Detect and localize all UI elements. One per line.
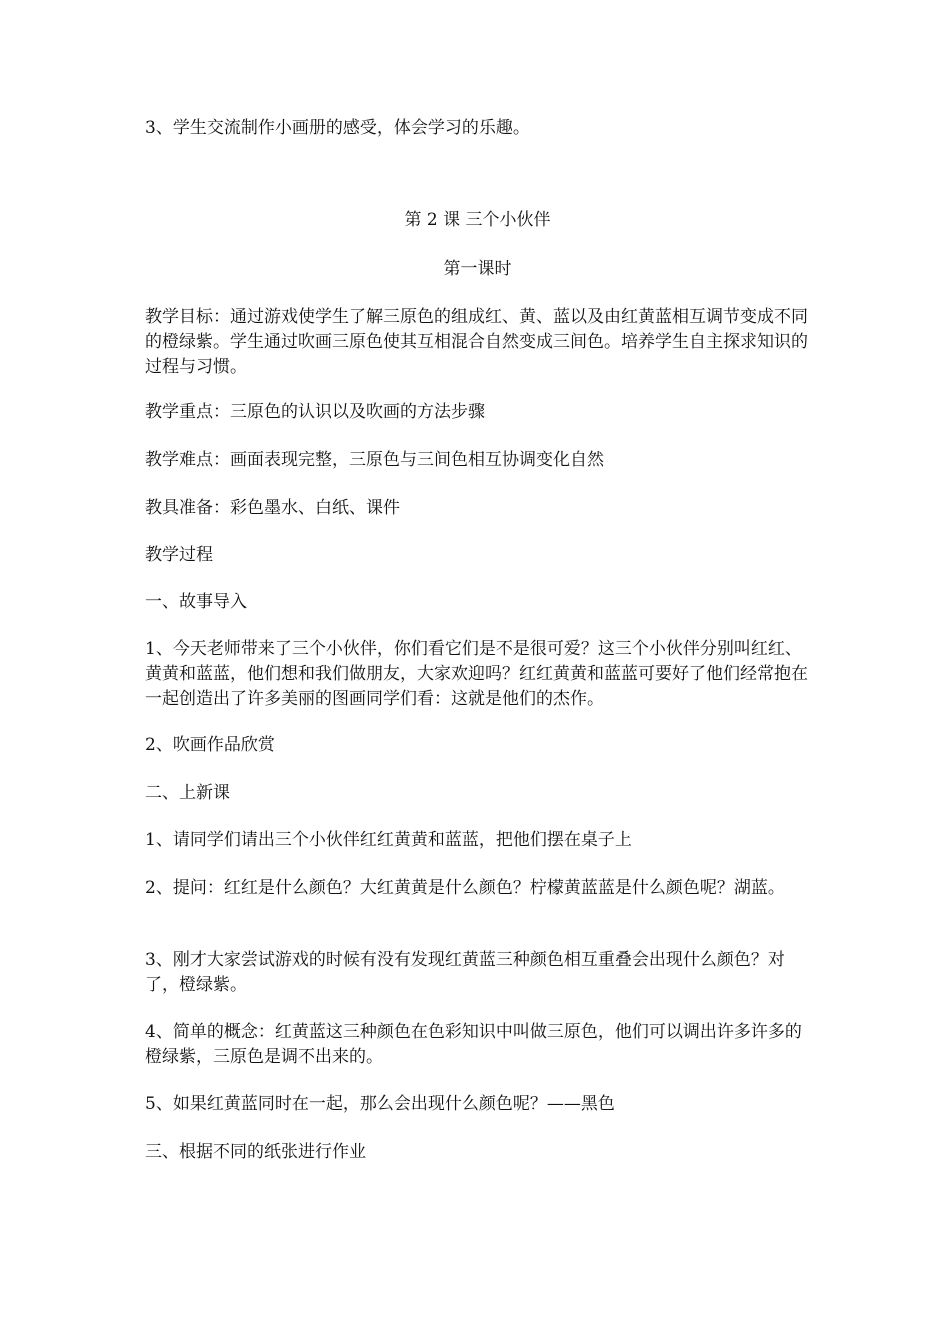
teaching-process-heading: 教学过程 [145,545,213,565]
teaching-objectives: 教学目标：通过游戏使学生了解三原色的组成红、黄、蓝以及由红黄蓝相互调节变成不同的橙绿紫。学生通过吹画三原色使其互相混合自然变成三间色。培养学生自主探求知识的过程与习惯。 [145,307,808,377]
teaching-difficulty: 教学难点：画面表现完整，三原色与三间色相互协调变化自然 [145,450,604,470]
section-heading-story: 一、故事导入 [145,592,247,612]
artwork-appreciation: 2、吹画作品欣赏 [145,735,275,755]
lesson-title: 第 2 课 三个小伙伴 [404,210,551,230]
section-heading-new-lesson: 二、上新课 [145,783,230,803]
new-lesson-item-1: 1、请同学们请出三个小伙伴红红黄黄和蓝蓝，把他们摆在桌子上 [145,830,632,850]
section-heading-assignment: 三、根据不同的纸张进行作业 [145,1142,366,1162]
new-lesson-item-3: 3、刚才大家尝试游戏的时候有没有发现红黄蓝三种颜色相互重叠会出现什么颜色？对了，橙绿紫。 [145,950,785,995]
intro-line: 3、学生交流制作小画册的感受，体会学习的乐趣。 [145,118,530,138]
new-lesson-item-5: 5、如果红黄蓝同时在一起，那么会出现什么颜色呢？——黑色 [145,1094,615,1114]
new-lesson-item-2: 2、提问：红红是什么颜色？大红黄黄是什么颜色？柠檬黄蓝蓝是什么颜色呢？湖蓝。 [145,878,785,898]
teaching-materials: 教具准备：彩色墨水、白纸、课件 [145,498,400,518]
teaching-focus: 教学重点：三原色的认识以及吹画的方法步骤 [145,402,485,422]
story-paragraph: 1、今天老师带来了三个小伙伴，你们看它们是不是很可爱？这三个小伙伴分别叫红红、黄黄和蓝蓝，他们想和我们做朋友，大家欢迎吗？红红黄黄和蓝蓝可要好了他们经常抱在一起创造出了许多美丽的图画同学们看：这就是他们的杰作。 [145,639,808,709]
lesson-subtitle: 第一课时 [443,259,512,279]
new-lesson-item-4: 4、简单的概念：红黄蓝这三种颜色在色彩知识中叫做三原色，他们可以调出许多许多的橙绿紫，三原色是调不出来的。 [145,1022,802,1067]
